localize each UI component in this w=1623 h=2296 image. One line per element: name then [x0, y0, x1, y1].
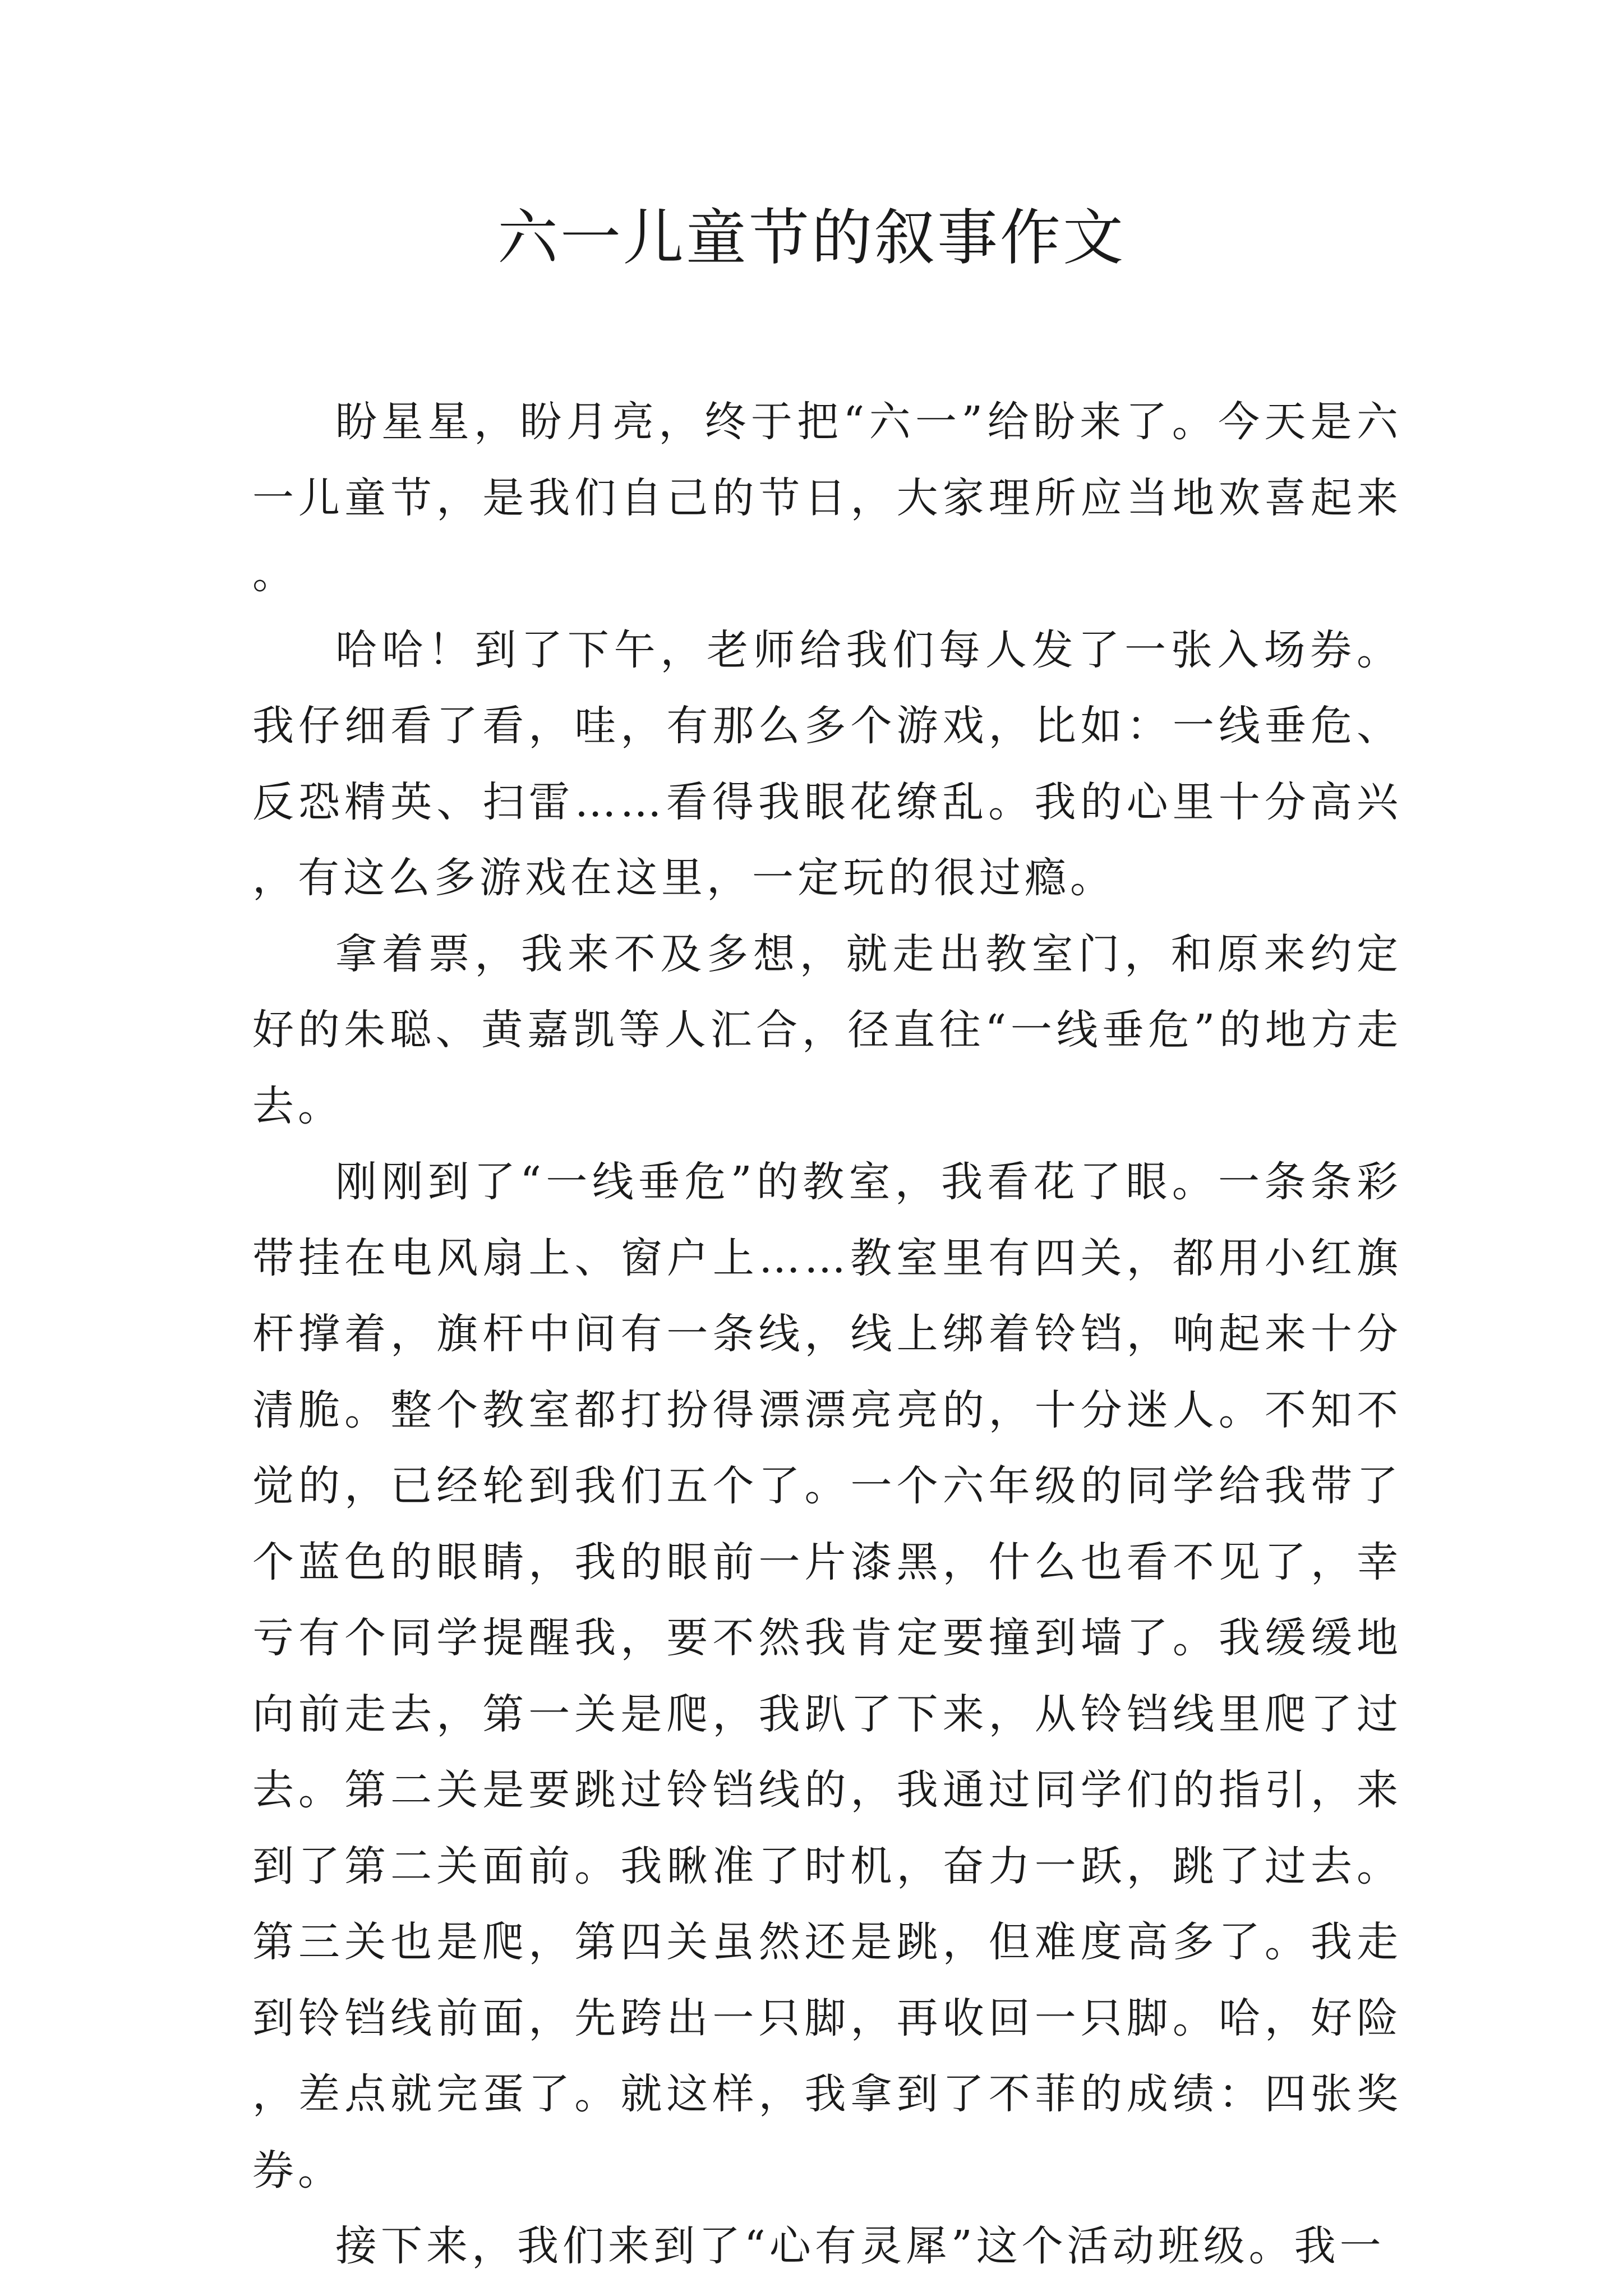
paragraph: 接下来，我们来到了“心有灵犀”这个活动班级。我一: [335, 2222, 1385, 2270]
paragraph: 刚刚到了“一线垂危”的教室，我看花了眼。一条条彩带挂在电风扇上、窗户上……教室里有四关，都用小红旗杆撑着，旗杆中间有一条线，线上绑着铃铛，响起来十分清脆。整个教室都打扮得漂漂亮亮的，十分迷人。不知不觉的，已经轮到我们五个了。一个六年级的同学给我带了个蓝色的眼睛，我的眼前一片漆黑，什么也看不见了，幸亏有个同学提醒我，要不然我肯定要撞到墙了。我缓缓地向前走去，第一关是爬，我趴了下来，从铃铛线里爬了过去。第二关是要跳过铃铛线的，我通过同学们的指引，来到了第二关面前。我瞅准了时机，奋力一跃，跳了过去。第三关也是爬，第四关虽然还是跳，但难度高多了。我走到铃铛线前面，先跨出一只脚，再收回一只脚。哈，好险，差点就完蛋了。就这样，我拿到了不菲的成绩：四张奖券。: [252, 1158, 1402, 2194]
paragraph: 哈哈！到了下午，老师给我们每人发了一张入场券。我仔细看了看，哇，有那么多个游戏，比如：一线垂危、反恐精英、扫雷……看得我眼花缭乱。我的心里十分高兴，有这么多游戏在这里，一定玩的很过瘾。: [252, 625, 1402, 902]
paragraph: 拿着票，我来不及多想，就走出教室门，和原来约定好的朱聪、黄嘉凯等人汇合，径直往“一线垂危”的地方走去。: [252, 930, 1402, 1130]
paragraph: 盼星星，盼月亮，终于把“六一”给盼来了。今天是六一儿童节，是我们自己的节日，大家理所应当地欢喜起来。: [252, 398, 1402, 598]
document-body: [252, 384, 1402, 2285]
document-title: 六一儿童节的叙事作文: [497, 203, 1126, 273]
